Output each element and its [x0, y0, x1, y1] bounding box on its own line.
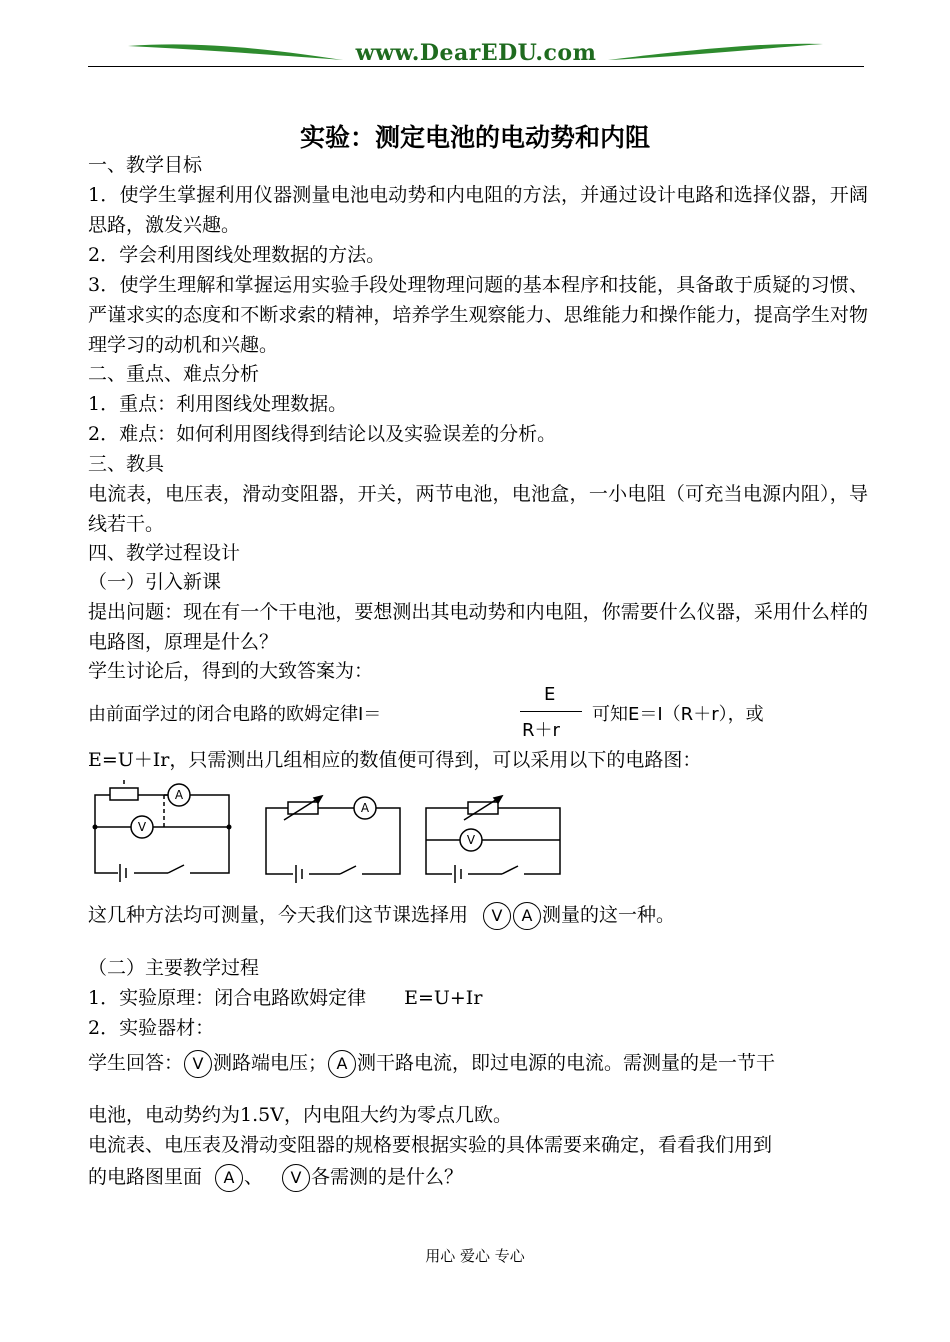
ammeter-icon: A: [513, 902, 541, 930]
svg-text:V: V: [137, 820, 147, 834]
svg-text:A: A: [174, 788, 184, 802]
paragraph: 电流表、电压表及滑动变阻器的规格要根据实验的具体需要来确定，看看我们用到: [88, 1134, 773, 1156]
paragraph: 3．使学生理解和掌握运用实验手段处理物理问题的基本程序和技能，具备敢于质疑的习惯、严谨求实的态度和不断求索的精神，培养学生观察能力、思维能力和操作能力，提高学生对物理学习的动机和兴趣。: [88, 274, 868, 356]
ammeter-icon: A: [328, 1050, 356, 1078]
circuit-3: [426, 796, 560, 883]
paragraph: 学生回答： V 测路端电压； A 测干路电流，即过电源的电流。需测量的是一节干: [88, 1048, 868, 1078]
section-heading: 二、重点、难点分析: [88, 363, 260, 385]
paragraph: 电池，电动势约为1.5V，内电阻大约为零点几欧。: [88, 1104, 512, 1126]
circuit-diagrams: [88, 780, 568, 890]
paragraph: 这几种方法均可测量，今天我们这节课选择用 V A 测量的这一种。: [88, 900, 868, 930]
subsection-heading: （二）主要教学过程: [88, 957, 260, 979]
fraction-bar: [520, 711, 582, 712]
formula-denominator: R＋r: [522, 720, 560, 741]
paragraph: 2．难点：如何利用图线得到结论以及实验误差的分析。: [88, 423, 557, 445]
section-heading: 三、教具: [88, 453, 165, 475]
paragraph: 电流表，电压表，滑动变阻器，开关，两节电池，电池盒，一小电阻（可充当电源内阻），导线若干。: [88, 483, 868, 535]
header-rule: [88, 66, 864, 67]
circuit-2: [266, 796, 400, 883]
paragraph: 1．使学生掌握利用仪器测量电池电动势和内电阻的方法，并通过设计电路和选择仪器，开阔思路，激发兴趣。: [88, 184, 868, 236]
page-title: 实验：测定电池的电动势和内阻: [299, 123, 650, 152]
paragraph: 提出问题：现在有一个干电池，要想测出其电动势和内电阻，你需要什么仪器，采用什么样的电路图，原理是什么？: [88, 601, 868, 653]
voltmeter-icon: V: [184, 1050, 212, 1078]
paragraph: E=U＋Ir，只需测出几组相应的数值便可得到，可以采用以下的电路图：: [88, 749, 702, 771]
svg-text:A: A: [360, 801, 370, 815]
voltmeter-icon: V: [282, 1164, 310, 1192]
subsection-heading: （一）引入新课: [88, 571, 222, 593]
paragraph: 2．实验器材：: [88, 1017, 215, 1039]
formula-prefix: 由前面学过的闭合电路的欧姆定律I＝: [88, 704, 382, 725]
paragraph: 1．实验原理：闭合电路欧姆定律 E=U+Ir: [88, 987, 483, 1009]
paragraph: 2．学会利用图线处理数据的方法。: [88, 244, 386, 266]
circuit-1: [95, 780, 229, 882]
site-banner: [88, 34, 864, 74]
formula-numerator: E: [544, 684, 556, 705]
section-heading: 四、教学过程设计: [88, 542, 241, 564]
section-heading: 一、教学目标: [88, 154, 203, 176]
ammeter-icon: A: [215, 1164, 243, 1192]
voltmeter-icon: V: [483, 902, 511, 930]
paragraph: 1．重点：利用图线处理数据。: [88, 393, 348, 415]
page-footer: 用心 爱心 专心: [425, 1247, 525, 1265]
formula-suffix: 可知E＝I（R＋r），或: [592, 704, 764, 725]
paragraph: 的电路图里面 A 、 V 各需测的是什么？: [88, 1162, 868, 1192]
svg-text:V: V: [466, 833, 476, 847]
paragraph: 学生讨论后，得到的大致答案为：: [88, 660, 374, 682]
site-name[interactable]: www.DearEDU.com: [355, 40, 597, 66]
